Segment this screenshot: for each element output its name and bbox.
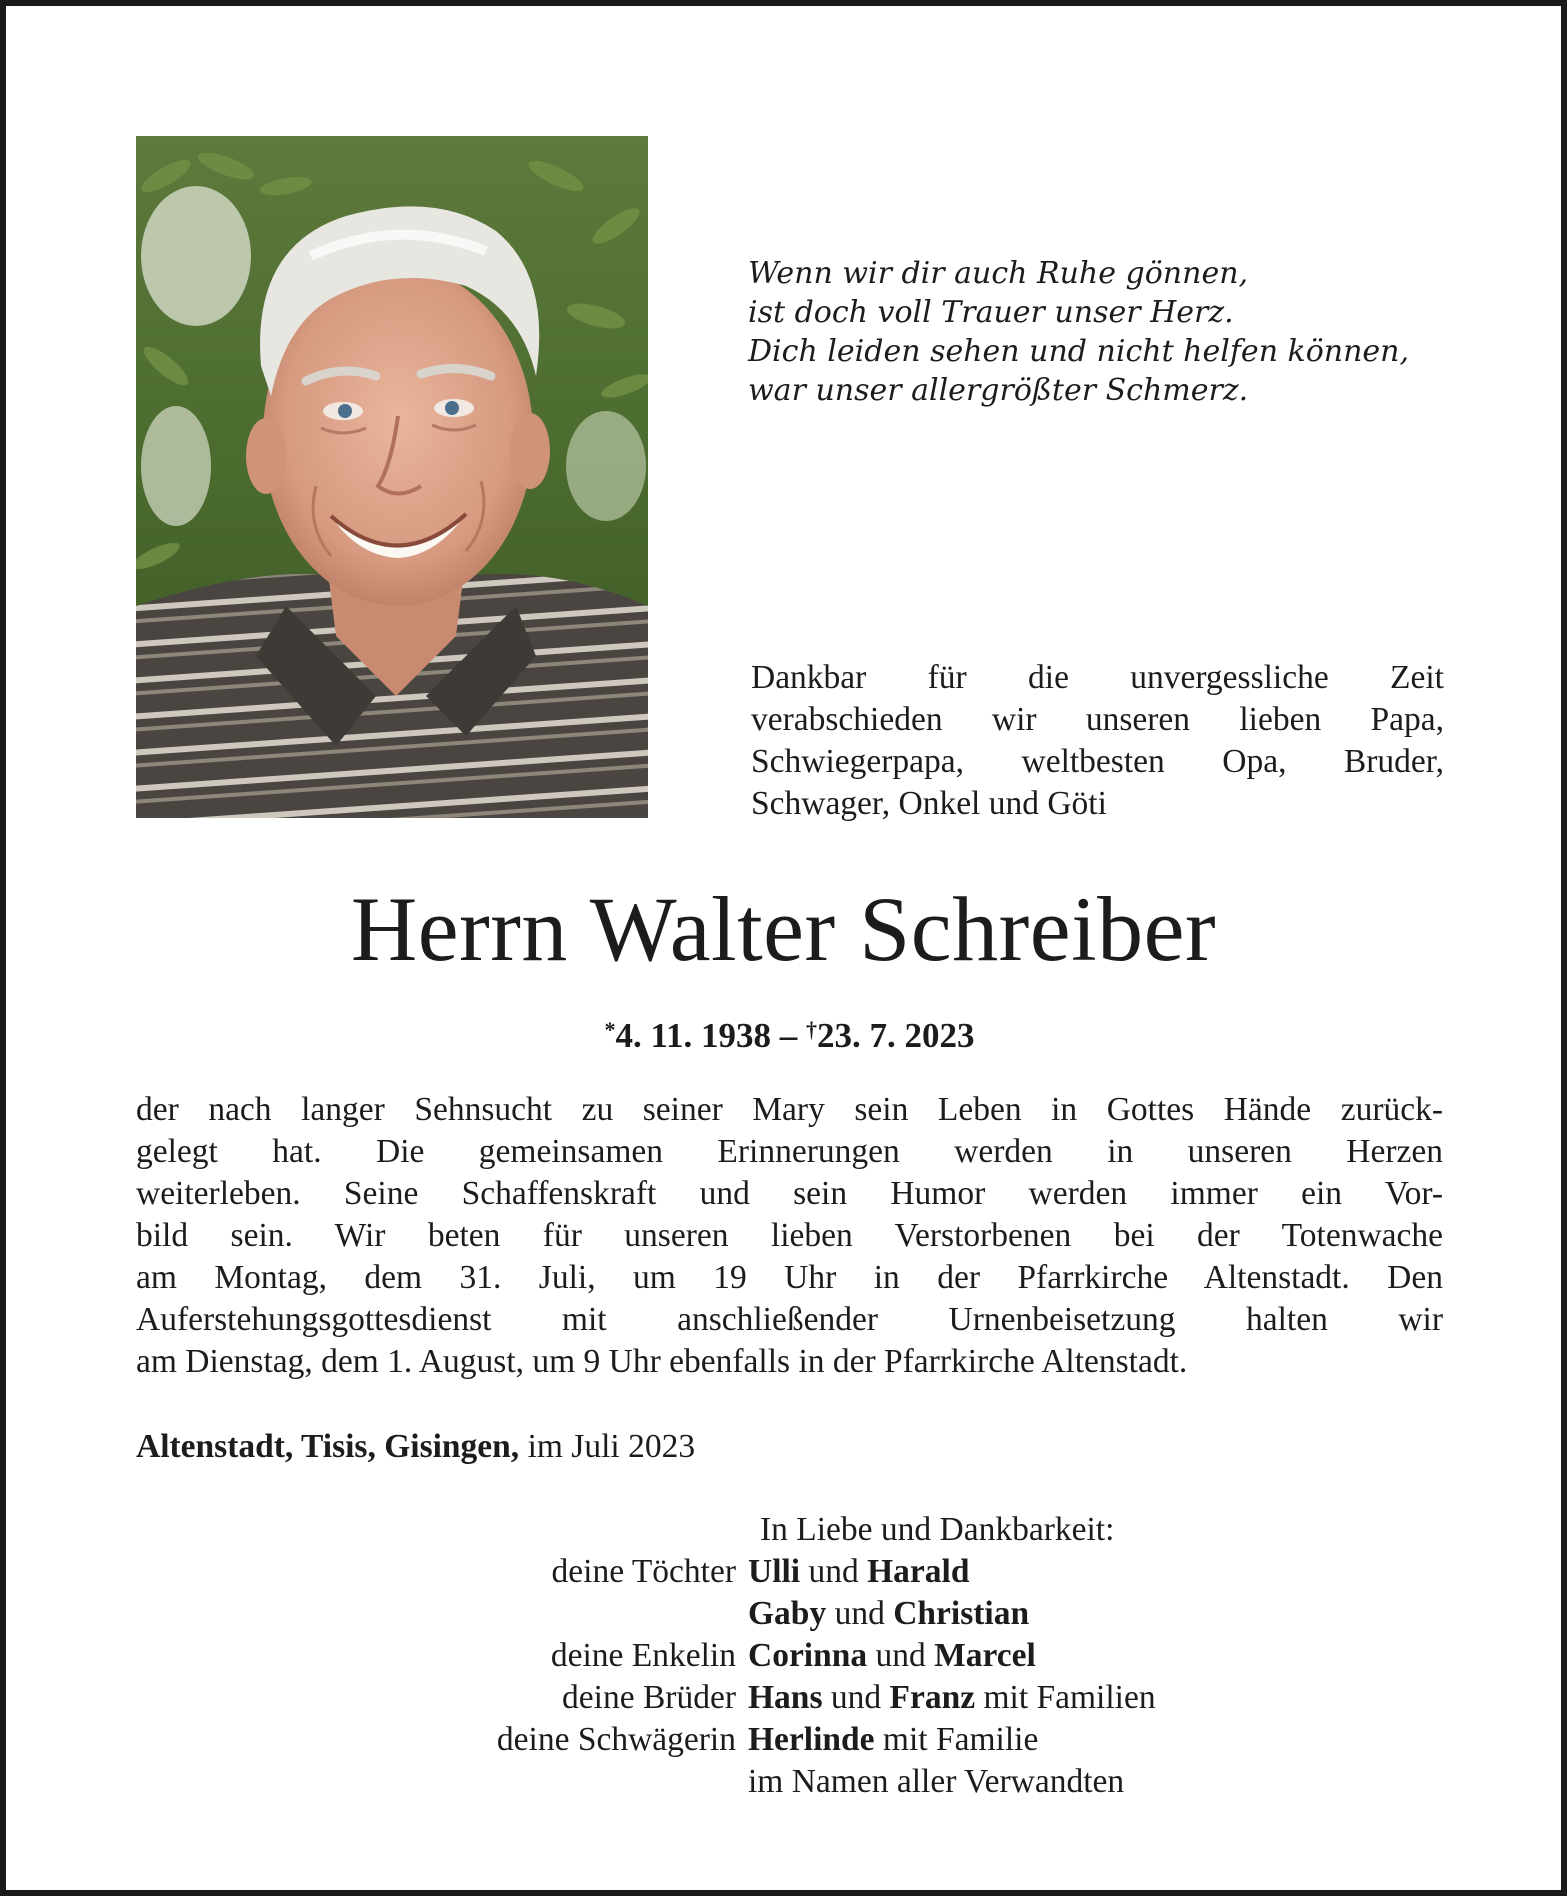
mourner-names bbox=[748, 1593, 1029, 1635]
death-date: 23. 7. 2023 bbox=[817, 1016, 975, 1055]
death-mark: † bbox=[806, 1017, 818, 1042]
mourner-name: Franz bbox=[889, 1679, 976, 1716]
intro-line: Schwager, Onkel und Göti bbox=[751, 785, 1107, 822]
portrait-photo bbox=[136, 136, 648, 818]
signoff: In Liebe und Dankbarkeit: bbox=[760, 1511, 1115, 1548]
body-line: weiterleben. Seine Schaffenskraft und sein Humor werden immer ein Vor- bbox=[136, 1175, 1443, 1212]
deceased-name: Herrn Walter Schreiber bbox=[350, 878, 1217, 980]
mourner-relation: deine Enkelin bbox=[550, 1637, 736, 1674]
mourner-names bbox=[748, 1761, 1124, 1803]
mourner-name: Marcel bbox=[934, 1637, 1036, 1674]
body-line: der nach langer Sehnsucht zu seiner Mary sein Leben in Gottes Hände zurück- bbox=[136, 1091, 1443, 1128]
mourner-relation: deine Töchter bbox=[551, 1553, 736, 1590]
intro-paragraph bbox=[751, 657, 1444, 825]
poem-line: war unser allergrößter Schmerz. bbox=[748, 373, 1249, 408]
mourner-row bbox=[6, 1677, 1567, 1719]
mourner-row bbox=[6, 1593, 1567, 1635]
poem-line: Dich leiden sehen und nicht helfen können, bbox=[748, 334, 1410, 369]
mourner-joiner: und bbox=[800, 1553, 868, 1590]
mourner-relation: deine Brüder bbox=[562, 1679, 736, 1716]
mourner-relation: deine Schwägerin bbox=[496, 1721, 736, 1758]
mourner-relation bbox=[6, 1761, 748, 1803]
body-line: am Dienstag, dem 1. August, um 9 Uhr ebenfalls in der Pfarrkirche Altenstadt. bbox=[136, 1343, 1188, 1380]
mourner-suffix: mit Familie bbox=[874, 1721, 1039, 1758]
place-locations: Altenstadt, Tisis, Gisingen, bbox=[136, 1428, 520, 1465]
mourner-joiner: und bbox=[826, 1595, 894, 1632]
poem-line: Wenn wir dir auch Ruhe gönnen, bbox=[748, 256, 1249, 291]
body-line: gelegt hat. Die gemeinsamen Erinnerungen werden in unseren Herzen bbox=[136, 1133, 1443, 1170]
mourner-relation bbox=[6, 1593, 748, 1635]
mourner-row bbox=[6, 1761, 1567, 1803]
mourner-row bbox=[6, 1719, 1567, 1761]
mourner-names bbox=[748, 1635, 1036, 1677]
mourner-joiner: und bbox=[822, 1679, 890, 1716]
body-line: Auferstehungsgottesdienst mit anschließender Urnenbeisetzung halten wir bbox=[136, 1301, 1443, 1338]
mourner-names bbox=[748, 1719, 1038, 1761]
birth-mark: * bbox=[604, 1017, 616, 1042]
body-line: bild sein. Wir beten für unseren lieben Verstorbenen bei der Totenwache bbox=[136, 1217, 1443, 1254]
place-date-line bbox=[136, 1426, 695, 1468]
mourner-name: Harald bbox=[867, 1553, 970, 1590]
body-paragraph bbox=[136, 1089, 1443, 1383]
mourner-joiner: und bbox=[867, 1637, 935, 1674]
mourner-name: Herlinde bbox=[748, 1721, 875, 1758]
intro-line: verabschieden wir unseren lieben Papa, bbox=[751, 701, 1444, 738]
intro-line: Schwiegerpapa, weltbesten Opa, Bruder, bbox=[751, 743, 1444, 780]
mourner-names bbox=[748, 1677, 1156, 1719]
date-separator: – bbox=[771, 1016, 807, 1055]
birth-date: 4. 11. 1938 bbox=[615, 1016, 772, 1055]
poem-line: ist doch voll Trauer unser Herz. bbox=[748, 295, 1234, 330]
mourner-row bbox=[6, 1551, 1567, 1593]
body-line: am Montag, dem 31. Juli, um 19 Uhr in der Pfarrkirche Altenstadt. Den bbox=[136, 1259, 1443, 1296]
mourner-suffix: mit Familien bbox=[975, 1679, 1156, 1716]
intro-line: Dankbar für die unvergessliche Zeit bbox=[751, 659, 1444, 696]
poem bbox=[748, 254, 1468, 410]
mourners-list bbox=[6, 1551, 1567, 1803]
mourner-name: Gaby bbox=[748, 1595, 827, 1632]
mourner-name: Ulli bbox=[748, 1553, 801, 1590]
mourner-name: Hans bbox=[748, 1679, 823, 1716]
mourner-names bbox=[748, 1551, 970, 1593]
place-date: im Juli 2023 bbox=[519, 1428, 696, 1465]
mourner-name: Christian bbox=[893, 1595, 1030, 1632]
life-dates bbox=[6, 1008, 1567, 1058]
portrait-illustration bbox=[136, 136, 648, 818]
mourner-name: Corinna bbox=[748, 1637, 868, 1674]
mourner-row bbox=[6, 1635, 1567, 1677]
mourner-suffix: im Namen aller Verwandten bbox=[748, 1763, 1125, 1800]
